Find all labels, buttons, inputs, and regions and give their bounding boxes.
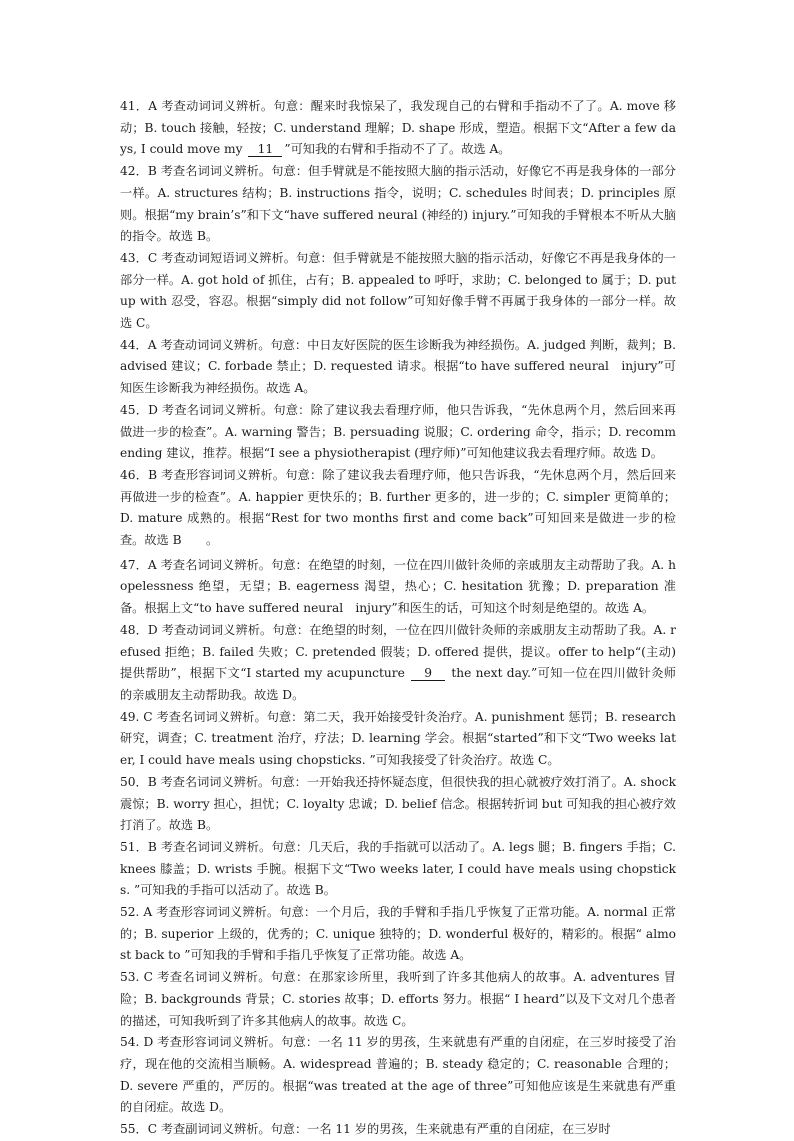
item-50 [120,772,676,837]
item-text: 47．A 考查名词词义辨析。句意：在绝望的时刻，一位在四川做针灸师的亲戚朋友主动帮助了我。A. hopelessness 绝望，无望；B. eagerness 渴望，热心；C. hesitation 犹豫；D. preparation 准备。根据上文“to have suffered neural injury”和医生的话，可知这个时刻是绝望的。故选 A。 [120,557,676,616]
item-text: 41．A 考查动词词义辨析。句意：醒来时我惊呆了，我发现自己的右臂和手指动不了了。A. move 移动；B. touch 接触，轻按；C. understand 理解；D. shape 形成，塑造。根据下文“After a few days, I could move my [120,99,676,157]
item-52 [120,902,676,967]
item-46 [120,465,676,552]
item-54 [120,1032,676,1119]
item-text: the next day.”可知一位在四川做针灸师的亲戚朋友主动帮助我。故选 D。 [120,666,676,702]
item-44 [120,335,676,400]
item-text: 45．D 考查名词词义辨析。句意：除了建议我去看理疗师，他只告诉我，“先休息两个月，然后回来再做进一步的检查”。A. warning 警告；B. persuading 说服；C. ordering 命令，指示；D. recommending 建议，推荐。根据“I see a physiotherapist (理疗师)”可知他建议我去看理疗师。故选 D。 [120,402,676,461]
item-45 [120,400,676,465]
item-47 [120,555,676,620]
blank-number: 11 [248,142,282,157]
item-text: ”可知我的右臂和手指动不了了。故选 A。 [284,142,511,157]
item-text: 48．D 考查动词词义辨析。句意：在绝望的时刻，一位在四川做针灸师的亲戚朋友主动帮助了我。A. refused 拒绝；B. failed 失败；C. pretended 假装；D. offered 提供，提议。offer to help“(主动) 提供帮助”，根据下文“I started my acupuncture [120,622,676,681]
item-text: 54. D 考查形容词词义辨析。句意：一名 11 岁的男孩，生来就患有严重的自闭症，在三岁时接受了治疗，现在他的交流相当顺畅。A. widespread 普遍的；B. steady 稳定的；C. reasonable 合理的；D. severe 严重的，严厉的。根据“was treated at the age of three”可知他应该是生来就患有严重的自闭症。故选 D。 [120,1035,676,1115]
blank-number: 9 [411,666,445,681]
item-text: 53. C 考查名词词义辨析。句意：在那家诊所里，我听到了许多其他病人的故事。A. adventures 冒险；B. backgrounds 背景；C. stories 故事；D. efforts 努力。根据“ I heard”以及下文对几个患者的描述，可知我听到了许多其他病人的故事。故选 C。 [120,970,676,1028]
item-text: 55．C 考查副词词义辨析。句意：一名 11 岁的男孩，生来就患有严重的自闭症，在三岁时 [120,1122,611,1137]
item-43 [120,248,676,335]
item-55 [120,1119,676,1141]
item-text: 50．B 考查名词词义辨析。句意：一开始我还持怀疑态度，但很快我的担心就被疗效打消了。A. shock 震惊；B. worry 担心，担忧；C. loyalty 忠诚；D. belief 信念。根据转折词 but 可知我的担心被疗效打消了。故选 B。 [120,774,676,833]
item-48 [120,620,676,707]
item-53 [120,967,676,1032]
item-41 [120,96,676,161]
item-51 [120,837,676,902]
item-text: 43．C 考查动词短语词义辨析。句意：但手臂就是不能按照大脑的指示活动，好像它不再是我身体的一部分一样。A. got hold of 抓住，占有；B. appealed to 呼吁，求助；C. belonged to 属于；D. put up with 忍受，容忍。根据“simply did not follow”可知好像手臂不再属于我身体的一部分一样。故选 C。 [120,250,676,331]
item-42 [120,161,676,248]
answer-explanations [120,96,676,1141]
item-text: 52. A 考查形容词词义辨析。句意：一个月后，我的手臂和手指几乎恢复了正常功能。A. normal 正常的；B. superior 上级的，优秀的；C. unique 独特的；D. wonderful 极好的，精彩的。根据“ almost back to ”可知我的手臂和手指几乎恢复了正常功能。故选 A。 [120,905,676,963]
item-text: 51．B 考查名词词义辨析。句意：几天后，我的手指就可以活动了。A. legs 腿；B. fingers 手指；C. knees 膝盖；D. wrists 手腕。根据下文“Two weeks later, I could have meals using chopsticks. ”可知我的手指可以活动了。故选 B。 [120,839,676,898]
item-49 [120,707,676,772]
item-text: 46．B 考查形容词词义辨析。句意：除了建议我去看理疗师，他只告诉我，“先休息两个月，然后回来再做进一步的检查”。A. happier 更快乐的；B. further 更多的，进一步的；C. simpler 更简单的；D. mature 成熟的。根据“Rest for two months first and come back”可知回来是做进一步的检查。故选 B 。 [120,467,676,548]
item-text: 44．A 考查动词词义辨析。句意：中日友好医院的医生诊断我为神经损伤。A. judged 判断，裁判；B. advised 建议；C. forbade 禁止；D. requested 请求。根据“to have suffered neural injury”可知医生诊断我为神经损伤。故选 A。 [120,337,676,396]
item-text: 49. C 考查名词词义辨析。句意：第二天，我开始接受针灸治疗。A. punishment 惩罚；B. research 研究，调查；C. treatment 治疗，疗法；D. learning 学会。根据“started”和下文“Two weeks later, I could have meals using chopsticks. ”可知我接受了针灸治疗。故选 C。 [120,709,676,768]
item-text: 42．B 考查名词词义辨析。句意：但手臂就是不能按照大脑的指示活动，好像它不再是我身体的一部分一样。A. structures 结构；B. instructions 指令，说明；C. schedules 时间表；D. principles 原则。根据“my brain’s”和下文“have suffered neural (神经的) injury.”可知我的手臂根本不听从大脑的指令。故选 B。 [120,164,676,244]
